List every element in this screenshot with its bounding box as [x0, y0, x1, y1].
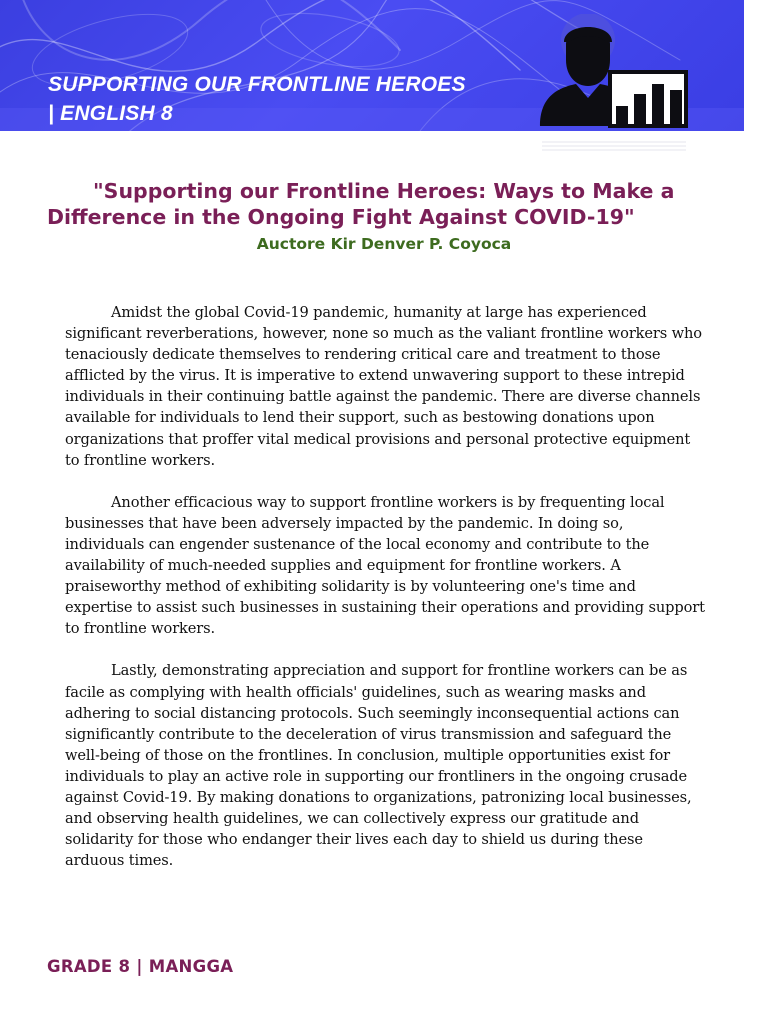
banner-title-line-1: SUPPORTING OUR FRONTLINE HEROES [48, 73, 466, 96]
article-title: "Supporting our Frontline Heroes: Ways to Make a Difference in the Ongoing Fight Against COVID-19" [47, 179, 675, 229]
paragraph-2: Another efficacious way to support frontline workers is by frequenting local businesses that have been adversely impacted by the pandemic. In doing so, individuals can engender sustenance of the local economy and contribute to the availability of much-needed supplies and equipment for frontline workers. A praiseworthy method of exhibiting solidarity is by volunteering one's time and expertise to assist such businesses in sustaining their operations and providing support to frontline workers. [65, 493, 705, 638]
footer-grade-section: GRADE 8 | MANGGA [47, 957, 234, 976]
banner-title [48, 70, 466, 128]
person-bar-chart-icon [536, 14, 692, 154]
banner-title-line-2: | ENGLISH 8 [48, 102, 173, 125]
article-body [65, 302, 705, 892]
paragraph-1: Amidst the global Covid-19 pandemic, humanity at large has experienced significant reverberations, however, none so much as the valiant frontline workers who tenaciously dedicate themselves to rendering critical care and treatment to those afflicted by the virus. It is imperative to extend unwavering support to these intrepid individuals in their continuing battle against the pandemic. There are diverse channels available for individuals to lend their support, such as bestowing donations upon organizations that proffer vital medical provisions and personal protective equipment to frontline workers. [65, 304, 702, 469]
article-byline: Auctore Kir Denver P. Coyoca [256, 235, 512, 253]
paragraph-3: Lastly, demonstrating appreciation and support for frontline workers can be as facile as complying with health officials' guidelines, such as wearing masks and adhering to social distancing protocols. Such seemingly inconsequential actions can significantly contribute to the deceleration of virus transmission and safeguard the well-being of those on the frontlines. In conclusion, multiple opportunities exist for individuals to play an active role in supporting our frontliners in the ongoing crusade against Covid-19. By making donations to organizations, patronizing local businesses, and observing health guidelines, we can collectively express our gratitude and solidarity for those who endanger their lives each day to shield us during these arduous times. [65, 662, 692, 870]
article-header [0, 178, 768, 254]
